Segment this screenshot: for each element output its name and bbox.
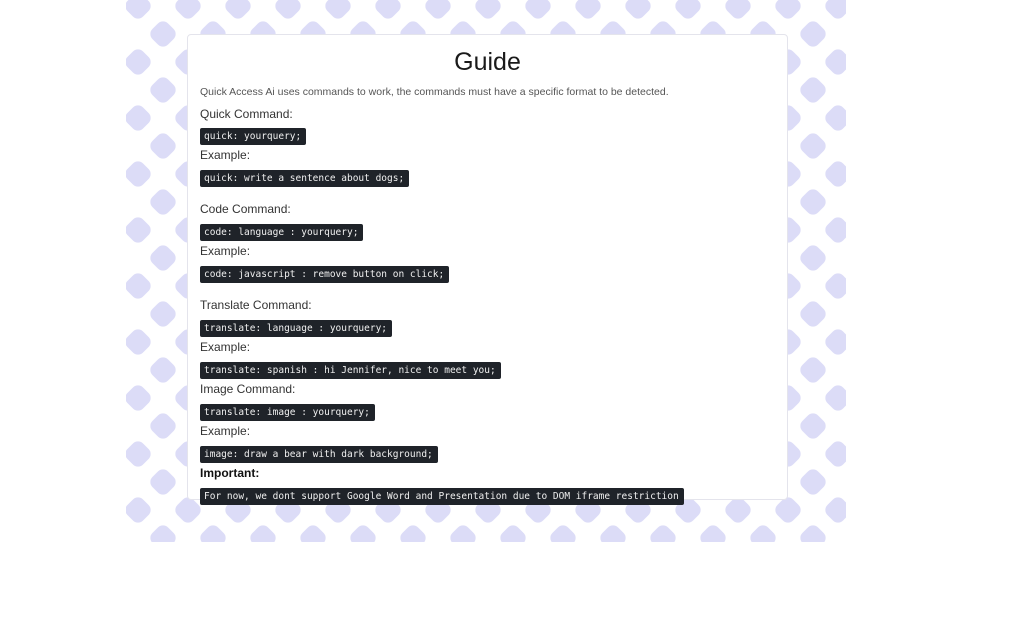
important-label: Important:	[200, 466, 260, 480]
pattern-diamond	[347, 522, 378, 542]
pattern-diamond	[126, 186, 129, 217]
pattern-diamond	[147, 74, 178, 105]
code-command-label: Code Command:	[200, 202, 291, 216]
image-example-code: image: draw a bear with dark background;	[200, 446, 438, 463]
code-command-code: code: language : yourquery;	[200, 224, 363, 241]
pattern-diamond	[272, 0, 303, 22]
pattern-diamond	[126, 0, 154, 22]
pattern-diamond	[822, 158, 846, 189]
pattern-diamond	[147, 410, 178, 441]
pattern-diamond	[126, 382, 154, 413]
pattern-diamond	[126, 214, 154, 245]
pattern-diamond	[197, 522, 228, 542]
pattern-diamond	[747, 522, 778, 542]
pattern-diamond	[797, 522, 828, 542]
translate-example-code: translate: spanish : hi Jennifer, nice to meet you;	[200, 362, 501, 379]
page-title: Guide	[454, 48, 521, 76]
important-note-code: For now, we dont support Google Word and Presentation due to DOM iframe restriction	[200, 488, 684, 505]
pattern-diamond	[497, 522, 528, 542]
pattern-diamond	[822, 494, 846, 525]
pattern-diamond	[522, 0, 553, 22]
pattern-diamond	[797, 242, 828, 273]
pattern-diamond	[126, 46, 154, 77]
pattern-diamond	[126, 130, 129, 161]
pattern-diamond	[126, 438, 154, 469]
pattern-diamond	[147, 354, 178, 385]
quick-command-label: Quick Command:	[200, 107, 293, 121]
pattern-diamond	[126, 18, 129, 49]
pattern-diamond	[147, 242, 178, 273]
pattern-diamond	[397, 522, 428, 542]
pattern-diamond	[822, 382, 846, 413]
pattern-diamond	[126, 102, 154, 133]
pattern-diamond	[697, 522, 728, 542]
pattern-diamond	[572, 0, 603, 22]
pattern-diamond	[147, 298, 178, 329]
image-example-label: Example:	[200, 424, 251, 438]
pattern-diamond	[822, 270, 846, 301]
pattern-diamond	[147, 186, 178, 217]
pattern-diamond	[147, 18, 178, 49]
pattern-diamond	[126, 158, 154, 189]
pattern-diamond	[822, 46, 846, 77]
translate-command-label: Translate Command:	[200, 298, 312, 312]
pattern-diamond	[372, 0, 403, 22]
pattern-diamond	[297, 522, 328, 542]
pattern-diamond	[422, 0, 453, 22]
pattern-diamond	[822, 102, 846, 133]
pattern-diamond	[322, 0, 353, 22]
pattern-diamond	[547, 522, 578, 542]
pattern-diamond	[797, 466, 828, 497]
pattern-diamond	[822, 0, 846, 22]
pattern-diamond	[247, 522, 278, 542]
pattern-diamond	[597, 522, 628, 542]
pattern-diamond	[126, 494, 154, 525]
code-example-code: code: javascript : remove button on click;	[200, 266, 449, 283]
pattern-diamond	[797, 130, 828, 161]
image-command-code: translate: image : yourquery;	[200, 404, 375, 421]
quick-command-code: quick: yourquery;	[200, 128, 306, 145]
pattern-diamond	[172, 0, 203, 22]
pattern-diamond	[822, 214, 846, 245]
pattern-diamond	[126, 354, 129, 385]
pattern-diamond	[126, 270, 154, 301]
pattern-diamond	[147, 522, 178, 542]
pattern-diamond	[722, 0, 753, 22]
pattern-diamond	[822, 438, 846, 469]
pattern-diamond	[126, 466, 129, 497]
pattern-diamond	[126, 74, 129, 105]
pattern-diamond	[797, 74, 828, 105]
pattern-diamond	[797, 354, 828, 385]
pattern-diamond	[126, 242, 129, 273]
pattern-diamond	[447, 522, 478, 542]
pattern-diamond	[672, 0, 703, 22]
pattern-diamond	[797, 298, 828, 329]
pattern-diamond	[126, 410, 129, 441]
pattern-diamond	[622, 0, 653, 22]
pattern-diamond	[147, 130, 178, 161]
translate-command-code: translate: language : yourquery;	[200, 320, 392, 337]
pattern-diamond	[126, 298, 129, 329]
pattern-diamond	[472, 0, 503, 22]
pattern-diamond	[797, 18, 828, 49]
pattern-diamond	[126, 326, 154, 357]
pattern-diamond	[772, 0, 803, 22]
pattern-diamond	[147, 466, 178, 497]
guide-card	[187, 34, 788, 500]
pattern-diamond	[222, 0, 253, 22]
quick-example-code: quick: write a sentence about dogs;	[200, 170, 409, 187]
image-command-label: Image Command:	[200, 382, 296, 396]
pattern-diamond	[822, 326, 846, 357]
pattern-diamond	[797, 410, 828, 441]
translate-example-label: Example:	[200, 340, 251, 354]
code-example-label: Example:	[200, 244, 251, 258]
pattern-diamond	[797, 186, 828, 217]
pattern-diamond	[126, 522, 129, 542]
quick-example-label: Example:	[200, 148, 251, 162]
pattern-diamond	[647, 522, 678, 542]
guide-intro: Quick Access Ai uses commands to work, the commands must have a specific format to be detected.	[200, 86, 669, 98]
